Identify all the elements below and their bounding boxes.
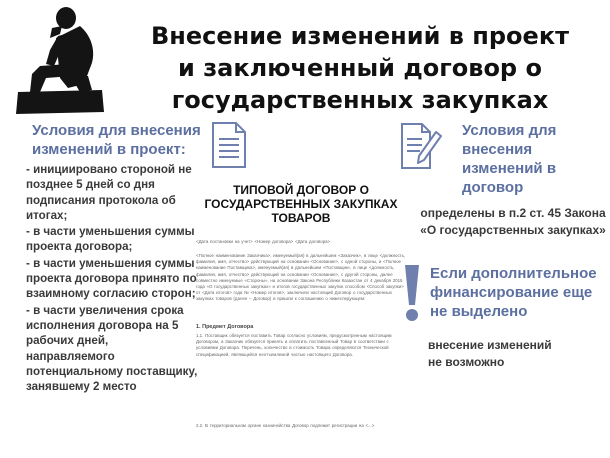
left-conditions-list — [26, 162, 198, 395]
right-heading: Условия для внесения изменений в договор — [462, 122, 557, 196]
contract-clause: 2.2. В территориальном органе казначейства Договор подлежит регистрации на <...> — [196, 423, 375, 428]
list-item: - в части уменьшения суммы проекта договора; — [26, 225, 195, 254]
left-heading: Условия для внесения изменений в проект: — [32, 122, 201, 158]
thinker-figure-icon — [10, 4, 110, 116]
law-reference: определены в п.2 ст. 45 Закона «О государственных закупках» — [420, 206, 606, 237]
document-icon — [210, 121, 248, 169]
list-item: - инициировано стороной не позднее 5 дней со дня подписания протокола об итогах; — [26, 163, 192, 222]
contract-meta-line: <Дата постановки на учет> <Номер договора> <Дата договора> — [196, 239, 331, 244]
contract-clause: 1.1. Поставщик обязуется поставить Товар согласно условиям, предусмотренным настоящим Договором, а Заказчик обязуется принять и оплатить поставленный Товар в соответствии с условиями Договора. Перечень, количество и стоимость Товара определяются Технической спецификацией, являющейся неотъемлемой частью настоящего Договора. — [196, 333, 392, 357]
result-text: внесение изменений не возможно — [428, 338, 552, 369]
document-edit-icon — [400, 122, 442, 170]
list-item: - в части увеличения срока исполнения договора на 5 рабочих дней, направляемого потенциальному поставщику, занявшему 2 место — [26, 303, 198, 394]
finance-heading: Если дополнительное финансирование еще не выделено — [430, 265, 597, 320]
contract-title: ТИПОВОЙ ДОГОВОР О ГОСУДАРСТВЕННЫХ ЗАКУПКАХ ТОВАРОВ — [204, 183, 398, 225]
page-title: Внесение изменений в проект и заключенный договор о государственных закупках — [150, 22, 570, 114]
exclamation-icon — [402, 263, 422, 323]
list-item: - в части уменьшения суммы проекта договора принято по взаимному согласию сторон; — [26, 256, 197, 301]
contract-section-heading: 1. Предмет Договора — [196, 324, 254, 330]
contract-preview — [196, 183, 406, 433]
contract-preamble: <Полное наименование Заказчика>, именуемый(ая) в дальнейшем «Заказчик», в лице <должность, фамилия, имя, отчество> действующий на основании <Основание>, с одной стороны, и <Полное наименование Поставщика>, именуемый(ая) в дальнейшем «Поставщик», в лице <должность, фамилия, имя, отчество> действующий на основании <Основание>, с другой стороны, далее совместно именуемые «Стороны», на основании Закона Республики Казахстан от 4 декабря 2015 года «О государственных закупках» и итогов государственных закупок способом <Способ закупки> от <Дата итогов> года № <Номер итогов>, заключили настоящий Договор о государственных закупках товаров (далее – Договор) и пришли к соглашению о нижеследующем: — [196, 253, 406, 302]
